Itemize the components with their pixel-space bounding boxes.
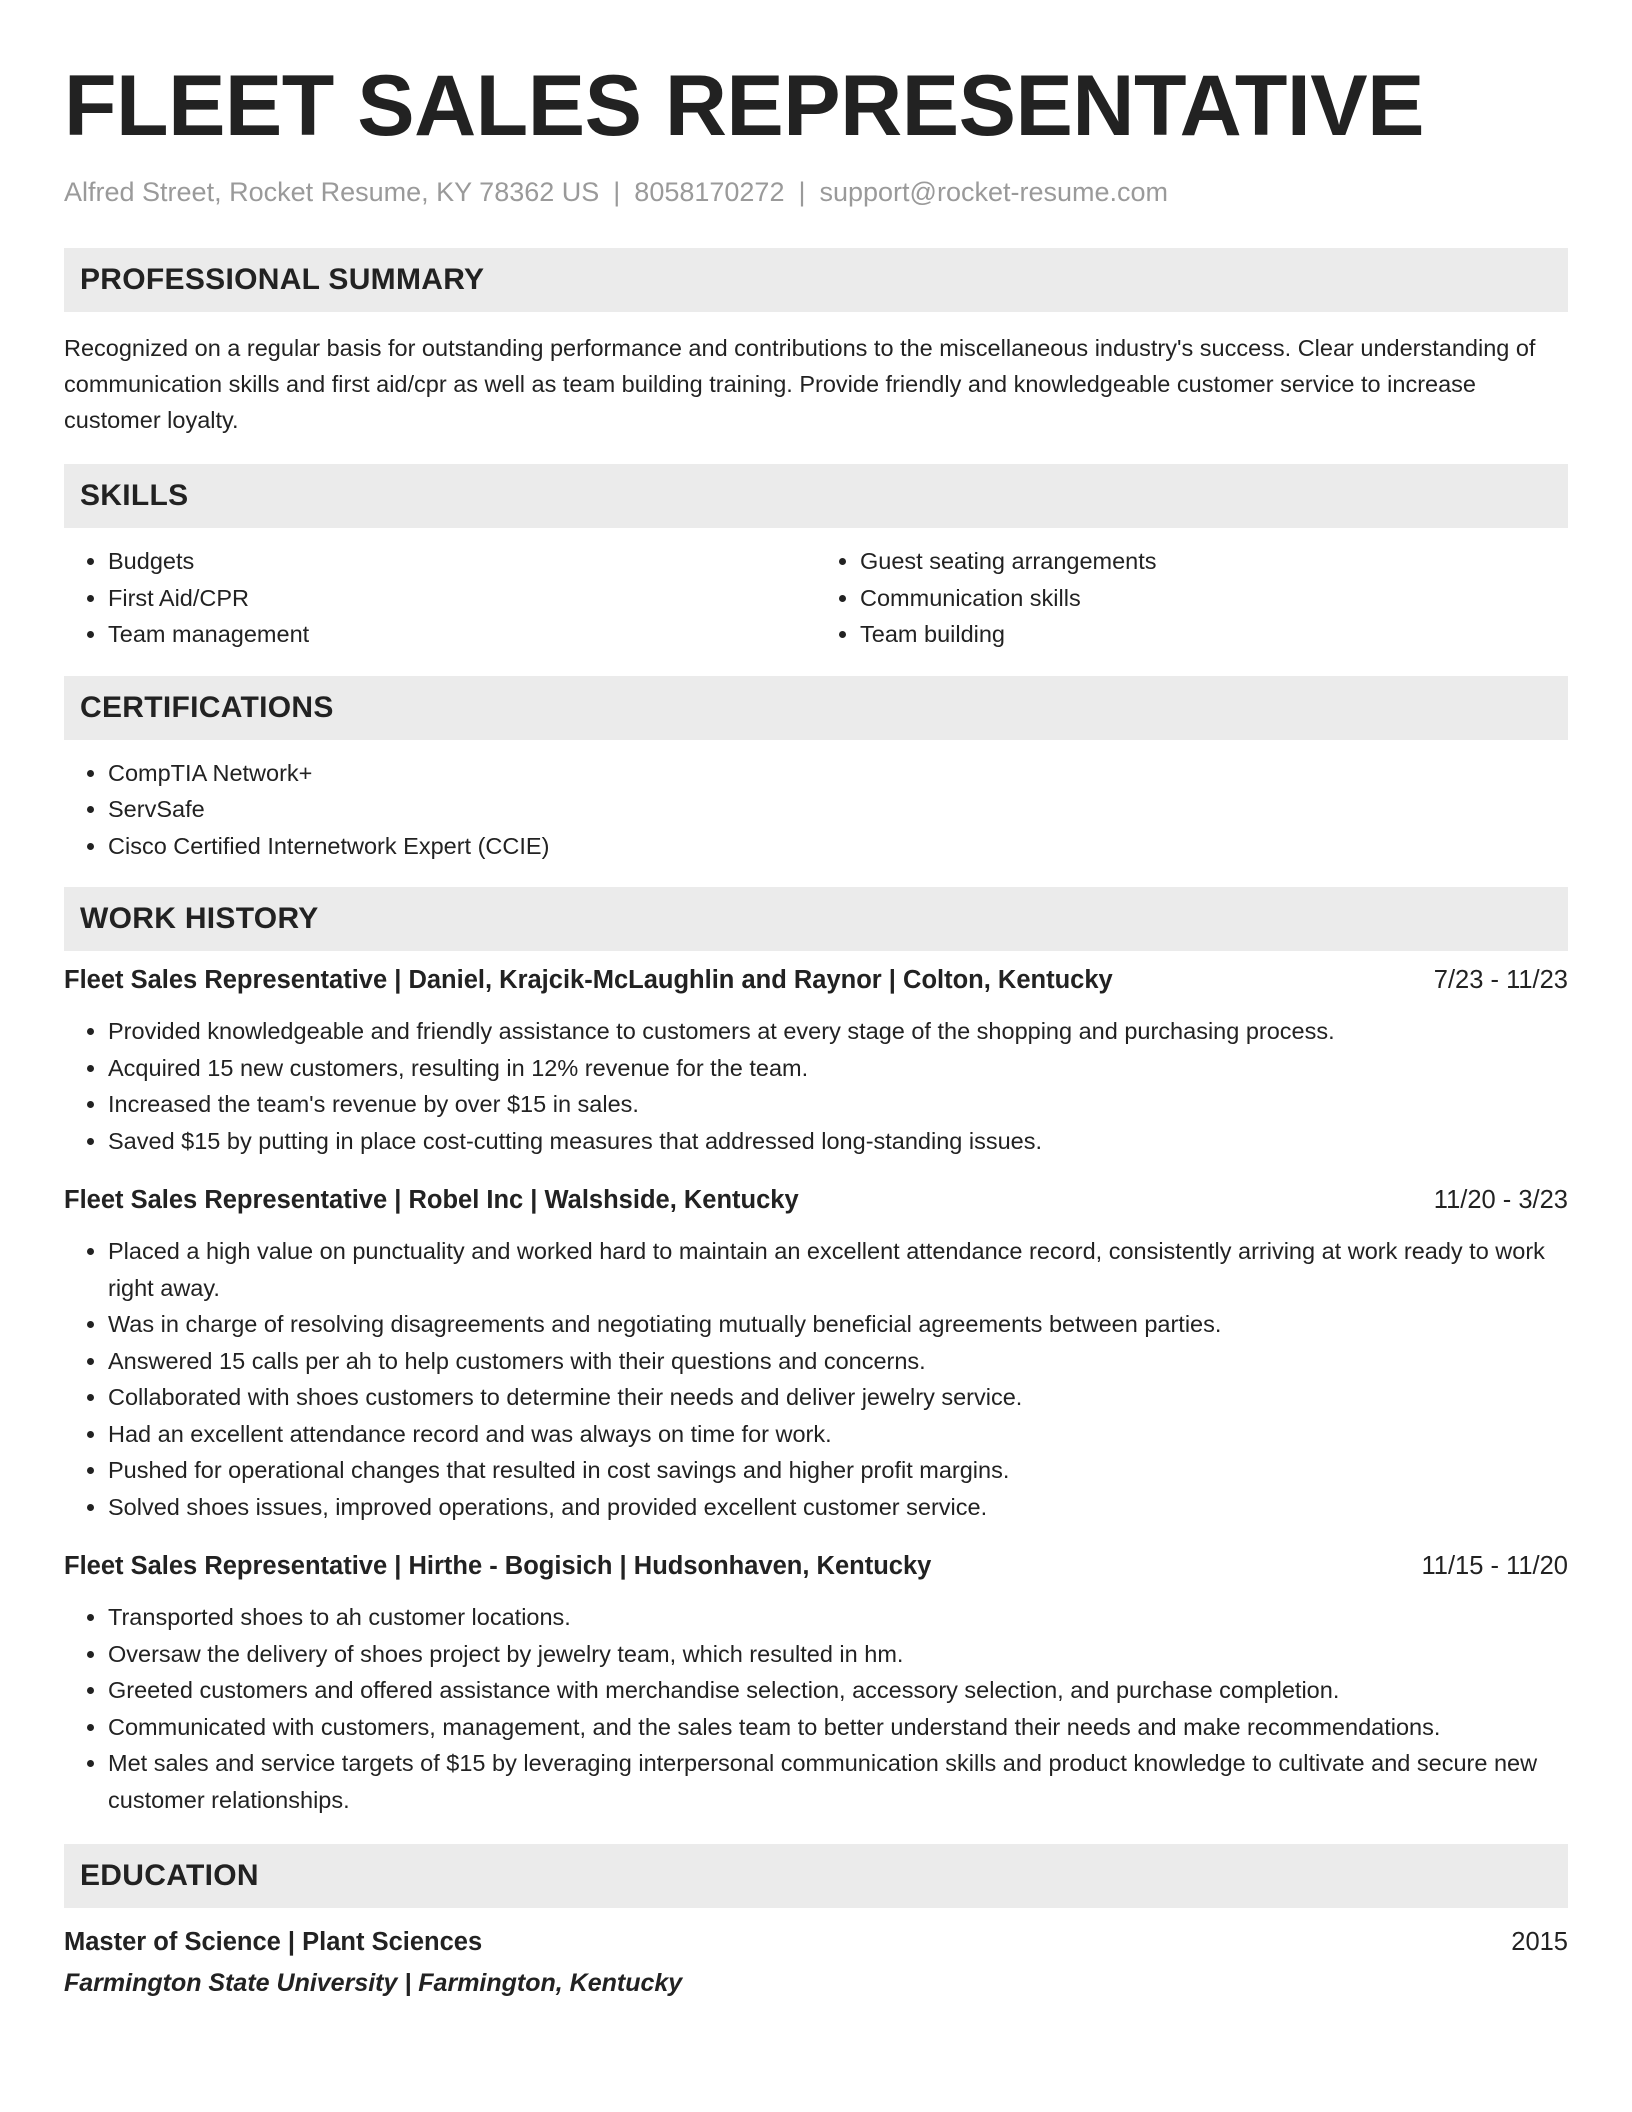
job-bullet: • Acquired 15 new customers, resulting in 12% revenue for the team. [108,1050,1568,1087]
skills-heading: SKILLS [64,464,1568,528]
skills-list-right [816,543,1568,653]
job-header [64,1549,1568,1583]
job-header [64,1183,1568,1217]
summary-text: Recognized on a regular basis for outstanding performance and contributions to the miscellaneous industry's success. Clear understanding of communication skills and first aid/cpr as well as team building training. Provide friendly and knowledgeable customer service to increase customer loyalty. [64,335,1536,433]
candidate-name: FLEET SALES REPRESENTATIVE [64,58,1424,154]
job-bullets [64,1233,1568,1525]
job-bullet: • Greeted customers and offered assistance with merchandise selection, accessory selection, and purchase completion. [108,1672,1568,1709]
job-entry [64,1183,1568,1525]
job-dates: 7/23 - 11/23 [1433,966,1568,994]
job-entry [64,963,1568,1159]
skill-item: • Team building [860,616,1568,653]
job-bullet: • Placed a high value on punctuality and worked hard to maintain an excellent attendance record, consistently arriving at work ready to work right away. [108,1233,1568,1306]
job-bullet: • Collaborated with shoes customers to determine their needs and deliver jewelry service. [108,1379,1568,1416]
certification-item: • Cisco Certified Internetwork Expert (CCIE) [108,828,1568,865]
job-bullet: • Communicated with customers, management, and the sales team to better understand their needs and make recommendations. [108,1709,1568,1746]
resume-page [64,0,1568,2000]
job-bullet: • Increased the team's revenue by over $15 in sales. [108,1086,1568,1123]
job-bullet: • Pushed for operational changes that resulted in cost savings and higher profit margins. [108,1452,1568,1489]
work-history-heading: WORK HISTORY [64,887,1568,951]
contact-phone: 8058170272 [634,177,785,207]
contact-separator: | [613,177,621,207]
job-bullet: • Answered 15 calls per ah to help customers with their questions and concerns. [108,1343,1568,1380]
job-bullet: • Transported shoes to ah customer locations. [108,1599,1568,1636]
job-dates: 11/20 - 3/23 [1433,1186,1568,1214]
education-degree: Master of Science | Plant Sciences [64,1928,483,1956]
job-bullet: • Oversaw the delivery of shoes project by jewelry team, which resulted in hm. [108,1636,1568,1673]
job-title: Fleet Sales Representative | Robel Inc | Walshside, Kentucky [64,1186,799,1214]
skill-item: • Guest seating arrangements [860,543,1568,580]
skill-item: • First Aid/CPR [108,580,816,617]
job-bullet: • Had an excellent attendance record and was always on time for work. [108,1416,1568,1453]
job-bullet: • Solved shoes issues, improved operations, and provided excellent customer service. [108,1489,1568,1526]
skill-item: • Team management [108,616,816,653]
education-school: Farmington State University | Farmington, Kentucky [64,1969,683,1997]
contact-separator: | [798,177,806,207]
job-bullet: • Met sales and service targets of $15 by leveraging interpersonal communication skills and product knowledge to cultivate and secure new customer relationships. [108,1745,1568,1818]
certifications-heading: CERTIFICATIONS [64,676,1568,740]
job-title: Fleet Sales Representative | Hirthe - Bogisich | Hudsonhaven, Kentucky [64,1552,932,1580]
certification-item: • CompTIA Network+ [108,755,1568,792]
education-header [64,1925,1568,1959]
certification-item: • ServSafe [108,791,1568,828]
job-bullet: • Was in charge of resolving disagreements and negotiating mutually beneficial agreements between parties. [108,1306,1568,1343]
job-dates: 11/15 - 11/20 [1421,1552,1568,1580]
job-bullet: • Provided knowledgeable and friendly assistance to customers at every stage of the shopping and purchasing process. [108,1013,1568,1050]
skill-item: • Budgets [108,543,816,580]
education-entry [64,1925,1568,2000]
summary-heading: PROFESSIONAL SUMMARY [64,248,1568,312]
job-entry [64,1549,1568,1818]
skills-grid [64,543,1568,653]
job-bullets [64,1599,1568,1818]
job-bullet: • Saved $15 by putting in place cost-cutting measures that addressed long-standing issues. [108,1123,1568,1160]
contact-line [64,176,1568,208]
skill-item: • Communication skills [860,580,1568,617]
job-bullets [64,1013,1568,1159]
contact-email: support@rocket-resume.com [819,177,1169,207]
job-title: Fleet Sales Representative | Daniel, Krajcik-McLaughlin and Raynor | Colton, Kentucky [64,966,1113,994]
education-year: 2015 [1511,1928,1568,1956]
certifications-list [64,755,1568,865]
education-heading: EDUCATION [64,1844,1568,1908]
job-header [64,963,1568,997]
skills-list-left [64,543,816,653]
contact-address: Alfred Street, Rocket Resume, KY 78362 US [64,177,600,207]
